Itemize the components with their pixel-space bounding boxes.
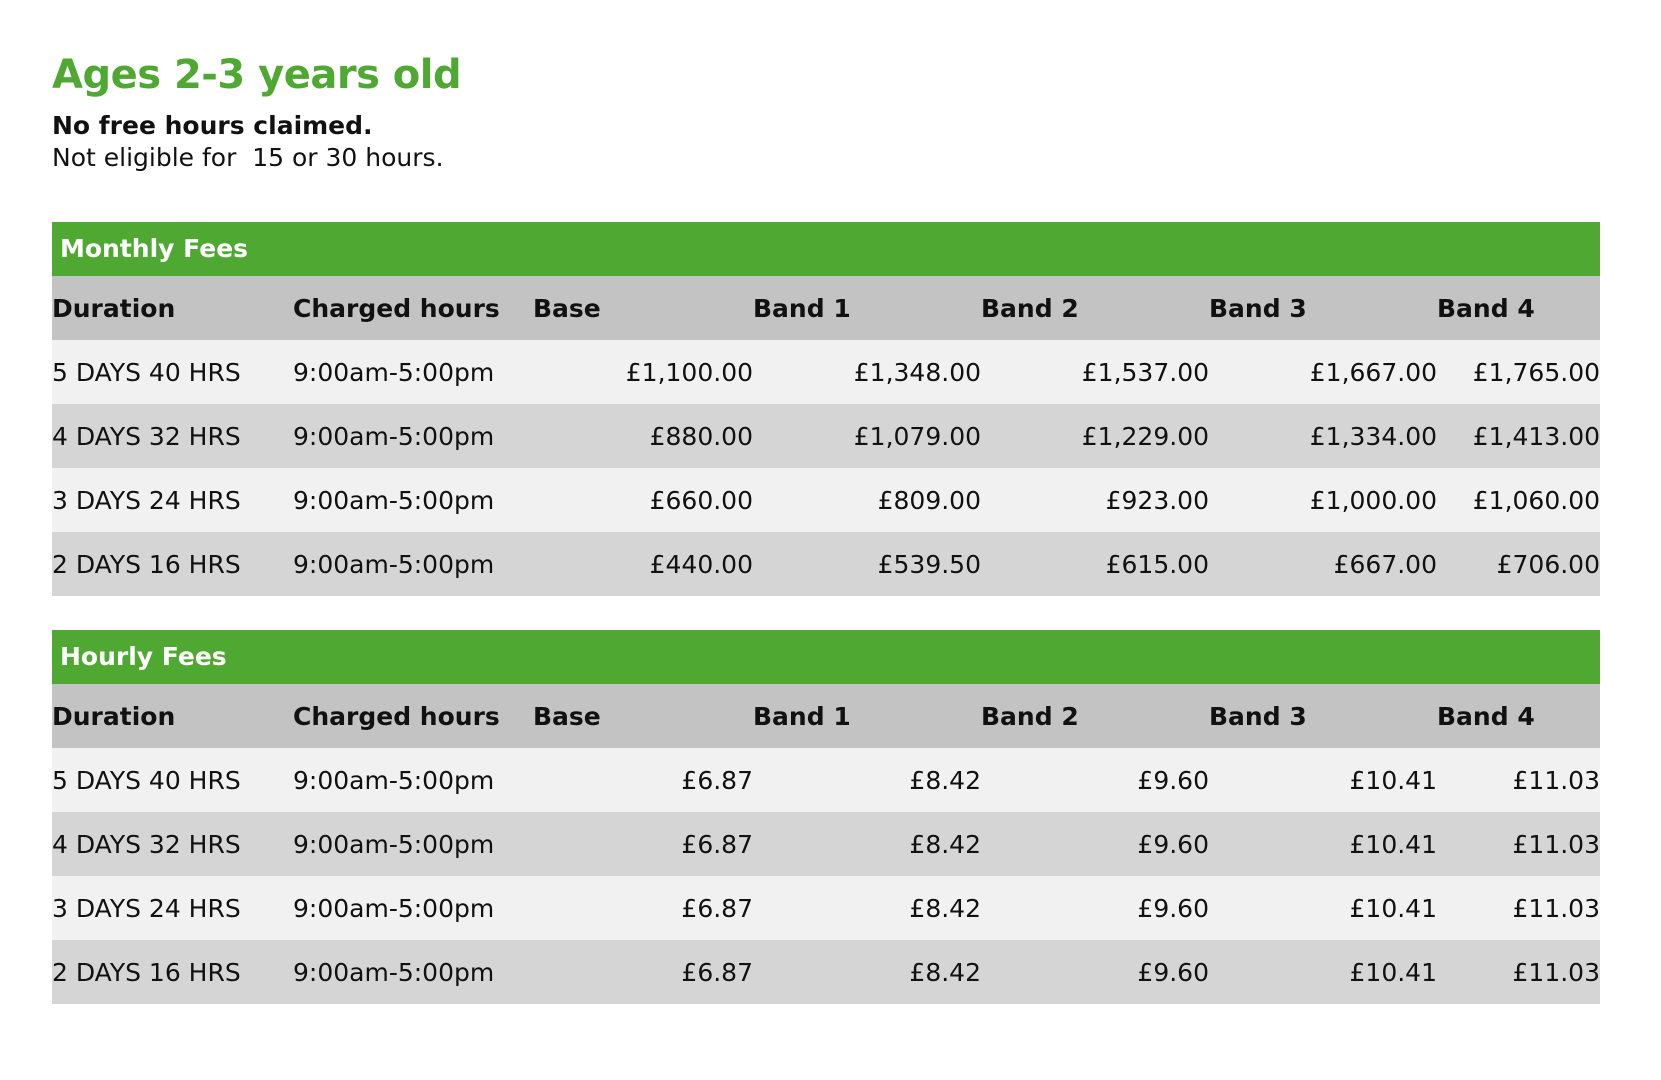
column-header-base: Base [533,276,753,340]
column-header-band-1: Band 1 [753,684,981,748]
cell-band-4: £706.00 [1437,532,1600,596]
cell-band-3: £1,334.00 [1209,404,1437,468]
cell-band-3: £10.41 [1209,748,1437,812]
column-header-charged-hours: Charged hours [293,276,533,340]
cell-band-1: £1,079.00 [753,404,981,468]
column-header-band-3: Band 3 [1209,276,1437,340]
cell-duration: 3 DAYS 24 HRS [52,876,293,940]
table-header-row [52,684,1600,748]
cell-band-2: £9.60 [981,748,1209,812]
table-header-row [52,276,1600,340]
column-header-band-3: Band 3 [1209,684,1437,748]
table-row [52,468,1600,532]
cell-band-2: £1,229.00 [981,404,1209,468]
cell-base: £6.87 [533,940,753,1004]
cell-base: £660.00 [533,468,753,532]
table-row [52,532,1600,596]
cell-band-3: £10.41 [1209,876,1437,940]
cell-band-4: £11.03 [1437,812,1600,876]
cell-band-3: £10.41 [1209,940,1437,1004]
table-row [52,812,1600,876]
cell-band-1: £1,348.00 [753,340,981,404]
column-header-band-1: Band 1 [753,276,981,340]
column-header-band-4: Band 4 [1437,276,1600,340]
page-title: Ages 2-3 years old [52,52,462,98]
cell-band-3: £10.41 [1209,812,1437,876]
cell-duration: 4 DAYS 32 HRS [52,404,293,468]
page-header [52,44,1600,174]
table-row [52,404,1600,468]
eligibility-note: Not eligible for 15 or 30 hours. [52,143,444,172]
table-row [52,876,1600,940]
table-row [52,340,1600,404]
column-header-base: Base [533,684,753,748]
cell-band-3: £1,000.00 [1209,468,1437,532]
cell-band-4: £1,060.00 [1437,468,1600,532]
cell-charged-hours: 9:00am-5:00pm [293,940,533,1004]
hourly-fees-title: Hourly Fees [52,630,1600,684]
cell-band-2: £9.60 [981,812,1209,876]
hourly-fees-section [52,630,1600,1004]
cell-charged-hours: 9:00am-5:00pm [293,876,533,940]
cell-duration: 5 DAYS 40 HRS [52,340,293,404]
cell-band-2: £9.60 [981,940,1209,1004]
cell-charged-hours: 9:00am-5:00pm [293,340,533,404]
cell-band-1: £8.42 [753,876,981,940]
table-row [52,748,1600,812]
cell-base: £1,100.00 [533,340,753,404]
cell-band-3: £667.00 [1209,532,1437,596]
cell-band-1: £8.42 [753,748,981,812]
cell-base: £6.87 [533,812,753,876]
column-header-duration: Duration [52,684,293,748]
cell-duration: 2 DAYS 16 HRS [52,532,293,596]
cell-band-4: £1,765.00 [1437,340,1600,404]
column-header-band-2: Band 2 [981,684,1209,748]
page-subtitle: No free hours claimed. [52,111,373,140]
cell-charged-hours: 9:00am-5:00pm [293,468,533,532]
cell-band-2: £1,537.00 [981,340,1209,404]
cell-base: £6.87 [533,876,753,940]
cell-band-1: £539.50 [753,532,981,596]
cell-band-3: £1,667.00 [1209,340,1437,404]
column-header-charged-hours: Charged hours [293,684,533,748]
monthly-fees-section [52,222,1600,596]
cell-charged-hours: 9:00am-5:00pm [293,748,533,812]
column-header-duration: Duration [52,276,293,340]
cell-band-1: £8.42 [753,812,981,876]
column-header-band-4: Band 4 [1437,684,1600,748]
cell-band-4: £11.03 [1437,748,1600,812]
monthly-fees-title: Monthly Fees [52,222,1600,276]
cell-band-1: £8.42 [753,940,981,1004]
hourly-fees-table [52,684,1600,1004]
cell-duration: 3 DAYS 24 HRS [52,468,293,532]
cell-band-4: £11.03 [1437,940,1600,1004]
column-header-band-2: Band 2 [981,276,1209,340]
cell-charged-hours: 9:00am-5:00pm [293,532,533,596]
monthly-fees-table [52,276,1600,596]
cell-duration: 5 DAYS 40 HRS [52,748,293,812]
cell-band-2: £615.00 [981,532,1209,596]
cell-duration: 2 DAYS 16 HRS [52,940,293,1004]
cell-band-2: £9.60 [981,876,1209,940]
cell-base: £440.00 [533,532,753,596]
cell-base: £6.87 [533,748,753,812]
cell-band-4: £1,413.00 [1437,404,1600,468]
cell-band-4: £11.03 [1437,876,1600,940]
cell-band-1: £809.00 [753,468,981,532]
table-row [52,940,1600,1004]
cell-charged-hours: 9:00am-5:00pm [293,404,533,468]
cell-base: £880.00 [533,404,753,468]
cell-charged-hours: 9:00am-5:00pm [293,812,533,876]
cell-duration: 4 DAYS 32 HRS [52,812,293,876]
cell-band-2: £923.00 [981,468,1209,532]
